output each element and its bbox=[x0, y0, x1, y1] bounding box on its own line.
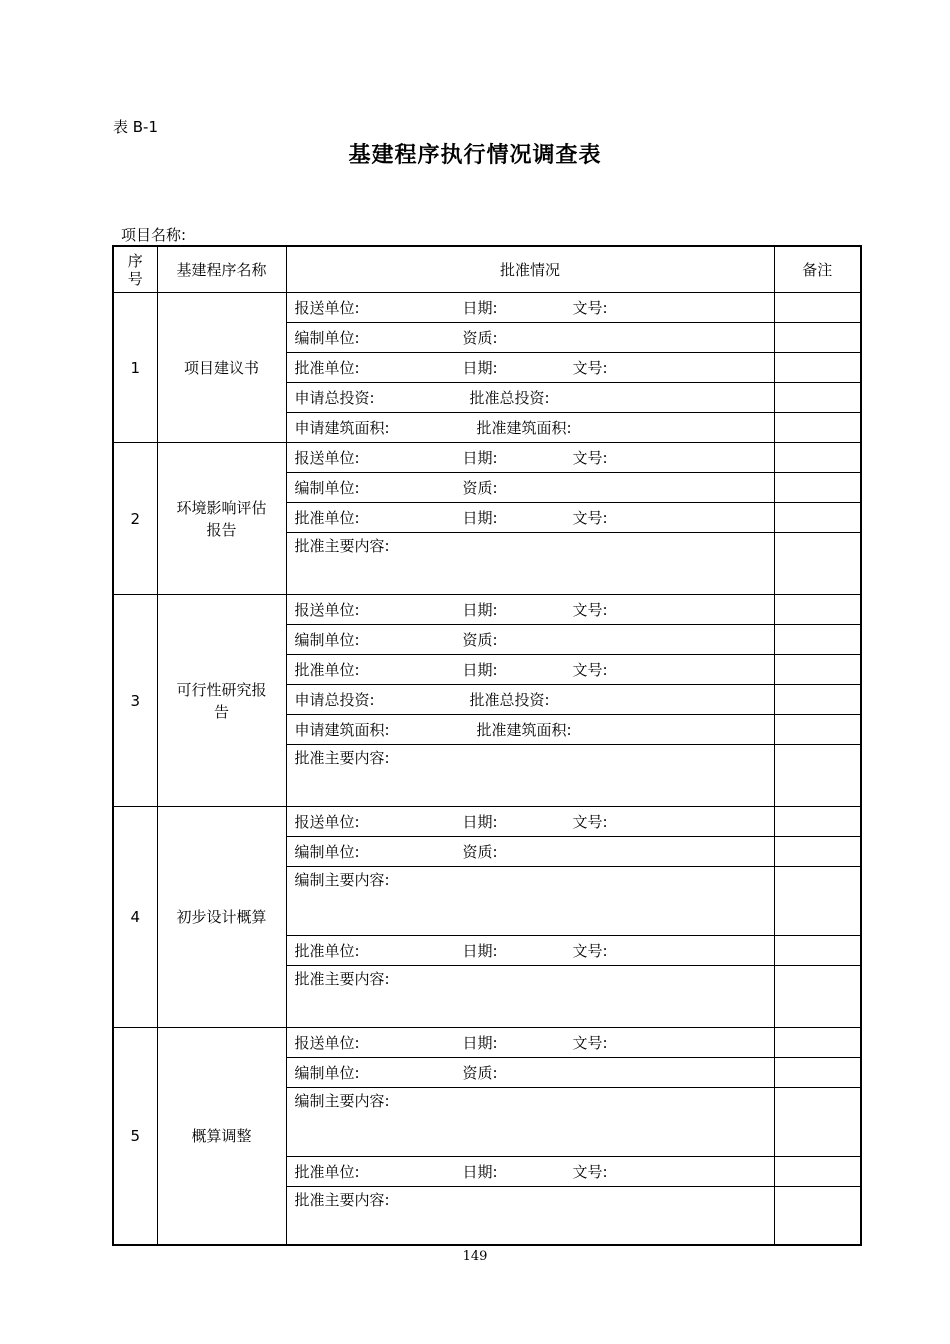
note-cell[interactable] bbox=[774, 867, 861, 936]
approve-unit-label: 批准单位: bbox=[294, 1163, 360, 1181]
send-unit-label: 报送单位: bbox=[294, 299, 360, 317]
approve-invest-label: 批准总投资: bbox=[469, 691, 550, 709]
apply-area-label: 申请建筑面积: bbox=[294, 721, 390, 739]
approve-unit-label: 批准单位: bbox=[294, 359, 360, 377]
compile-unit-label: 编制单位: bbox=[294, 329, 360, 347]
doc-no-label: 文号: bbox=[572, 813, 608, 831]
date-label: 日期: bbox=[462, 1034, 498, 1052]
note-cell[interactable] bbox=[774, 936, 861, 966]
qualification-label: 资质: bbox=[462, 1064, 498, 1082]
detail-line bbox=[286, 715, 774, 745]
detail-line bbox=[286, 413, 774, 443]
date-label: 日期: bbox=[462, 509, 498, 527]
detail-line bbox=[286, 353, 774, 383]
detail-line bbox=[286, 1088, 774, 1157]
note-cell[interactable] bbox=[774, 383, 861, 413]
detail-line bbox=[286, 685, 774, 715]
approve-invest-label: 批准总投资: bbox=[469, 389, 550, 407]
doc-no-label: 文号: bbox=[572, 359, 608, 377]
approve-unit-label: 批准单位: bbox=[294, 509, 360, 527]
detail-line bbox=[286, 595, 774, 625]
note-cell[interactable] bbox=[774, 533, 861, 595]
note-cell[interactable] bbox=[774, 1058, 861, 1088]
table-row bbox=[113, 443, 861, 473]
doc-no-label: 文号: bbox=[572, 509, 608, 527]
row-seq: 4 bbox=[113, 807, 157, 1028]
note-cell[interactable] bbox=[774, 323, 861, 353]
table-row bbox=[113, 595, 861, 625]
row-seq: 1 bbox=[113, 293, 157, 443]
compile-unit-label: 编制单位: bbox=[294, 1064, 360, 1082]
date-label: 日期: bbox=[462, 942, 498, 960]
send-unit-label: 报送单位: bbox=[294, 813, 360, 831]
detail-line bbox=[286, 936, 774, 966]
row-seq: 2 bbox=[113, 443, 157, 595]
note-cell[interactable] bbox=[774, 353, 861, 383]
header-note: 备注 bbox=[774, 246, 861, 293]
detail-line bbox=[286, 323, 774, 353]
detail-line bbox=[286, 1157, 774, 1187]
date-label: 日期: bbox=[462, 449, 498, 467]
doc-no-label: 文号: bbox=[572, 601, 608, 619]
detail-line bbox=[286, 745, 774, 807]
detail-line bbox=[286, 625, 774, 655]
send-unit-label: 报送单位: bbox=[294, 601, 360, 619]
row-seq: 3 bbox=[113, 595, 157, 807]
qualification-label: 资质: bbox=[462, 329, 498, 347]
note-cell[interactable] bbox=[774, 625, 861, 655]
doc-no-label: 文号: bbox=[572, 661, 608, 679]
note-cell[interactable] bbox=[774, 685, 861, 715]
qualification-label: 资质: bbox=[462, 631, 498, 649]
detail-line bbox=[286, 1058, 774, 1088]
doc-no-label: 文号: bbox=[572, 299, 608, 317]
row-procedure-name: 概算调整 bbox=[157, 1028, 286, 1246]
qualification-label: 资质: bbox=[462, 843, 498, 861]
qualification-label: 资质: bbox=[462, 479, 498, 497]
date-label: 日期: bbox=[462, 1163, 498, 1181]
detail-line bbox=[286, 655, 774, 685]
note-cell[interactable] bbox=[774, 595, 861, 625]
approve-content-label: 批准主要内容: bbox=[294, 1191, 390, 1209]
approve-area-label: 批准建筑面积: bbox=[476, 721, 572, 739]
note-cell[interactable] bbox=[774, 715, 861, 745]
table-code: 表 B-1 bbox=[113, 118, 159, 136]
detail-line bbox=[286, 473, 774, 503]
project-name-label: 项目名称: bbox=[121, 226, 187, 244]
survey-table bbox=[112, 245, 862, 1246]
table-row bbox=[113, 1028, 861, 1058]
detail-line bbox=[286, 837, 774, 867]
row-procedure-name: 可行性研究报告 bbox=[157, 595, 286, 807]
note-cell[interactable] bbox=[774, 473, 861, 503]
doc-no-label: 文号: bbox=[572, 1163, 608, 1181]
approve-content-label: 批准主要内容: bbox=[294, 537, 390, 555]
note-cell[interactable] bbox=[774, 807, 861, 837]
compile-content-label: 编制主要内容: bbox=[294, 1092, 390, 1110]
apply-invest-label: 申请总投资: bbox=[294, 389, 375, 407]
approve-unit-label: 批准单位: bbox=[294, 942, 360, 960]
date-label: 日期: bbox=[462, 601, 498, 619]
note-cell[interactable] bbox=[774, 413, 861, 443]
note-cell[interactable] bbox=[774, 745, 861, 807]
page-number: 149 bbox=[462, 1249, 488, 1264]
header-name: 基建程序名称 bbox=[157, 246, 286, 293]
approve-unit-label: 批准单位: bbox=[294, 661, 360, 679]
detail-line bbox=[286, 1028, 774, 1058]
document-title: 基建程序执行情况调查表 bbox=[348, 143, 602, 168]
send-unit-label: 报送单位: bbox=[294, 1034, 360, 1052]
compile-unit-label: 编制单位: bbox=[294, 843, 360, 861]
doc-no-label: 文号: bbox=[572, 1034, 608, 1052]
approve-area-label: 批准建筑面积: bbox=[476, 419, 572, 437]
note-cell[interactable] bbox=[774, 1157, 861, 1187]
note-cell[interactable] bbox=[774, 1028, 861, 1058]
detail-line bbox=[286, 443, 774, 473]
compile-unit-label: 编制单位: bbox=[294, 479, 360, 497]
date-label: 日期: bbox=[462, 813, 498, 831]
detail-line bbox=[286, 966, 774, 1028]
approve-content-label: 批准主要内容: bbox=[294, 970, 390, 988]
note-cell[interactable] bbox=[774, 1088, 861, 1157]
detail-line bbox=[286, 807, 774, 837]
detail-line bbox=[286, 1187, 774, 1246]
table-row bbox=[113, 293, 861, 323]
table-header-row bbox=[113, 246, 861, 293]
doc-no-label: 文号: bbox=[572, 942, 608, 960]
detail-line bbox=[286, 293, 774, 323]
doc-no-label: 文号: bbox=[572, 449, 608, 467]
row-procedure-name: 初步设计概算 bbox=[157, 807, 286, 1028]
detail-line bbox=[286, 503, 774, 533]
row-procedure-name: 环境影响评估报告 bbox=[157, 443, 286, 595]
approve-content-label: 批准主要内容: bbox=[294, 749, 390, 767]
date-label: 日期: bbox=[462, 661, 498, 679]
apply-area-label: 申请建筑面积: bbox=[294, 419, 390, 437]
note-cell[interactable] bbox=[774, 837, 861, 867]
apply-invest-label: 申请总投资: bbox=[294, 691, 375, 709]
note-cell[interactable] bbox=[774, 655, 861, 685]
detail-line bbox=[286, 867, 774, 936]
send-unit-label: 报送单位: bbox=[294, 449, 360, 467]
table-row bbox=[113, 807, 861, 837]
date-label: 日期: bbox=[462, 359, 498, 377]
row-procedure-name: 项目建议书 bbox=[157, 293, 286, 443]
header-detail: 批准情况 bbox=[286, 246, 774, 293]
compile-content-label: 编制主要内容: bbox=[294, 871, 390, 889]
note-cell[interactable] bbox=[774, 443, 861, 473]
row-seq: 5 bbox=[113, 1028, 157, 1246]
note-cell[interactable] bbox=[774, 293, 861, 323]
date-label: 日期: bbox=[462, 299, 498, 317]
detail-line bbox=[286, 533, 774, 595]
note-cell[interactable] bbox=[774, 503, 861, 533]
note-cell[interactable] bbox=[774, 966, 861, 1028]
compile-unit-label: 编制单位: bbox=[294, 631, 360, 649]
header-seq: 序号 bbox=[113, 246, 157, 293]
detail-line bbox=[286, 383, 774, 413]
note-cell[interactable] bbox=[774, 1187, 861, 1246]
